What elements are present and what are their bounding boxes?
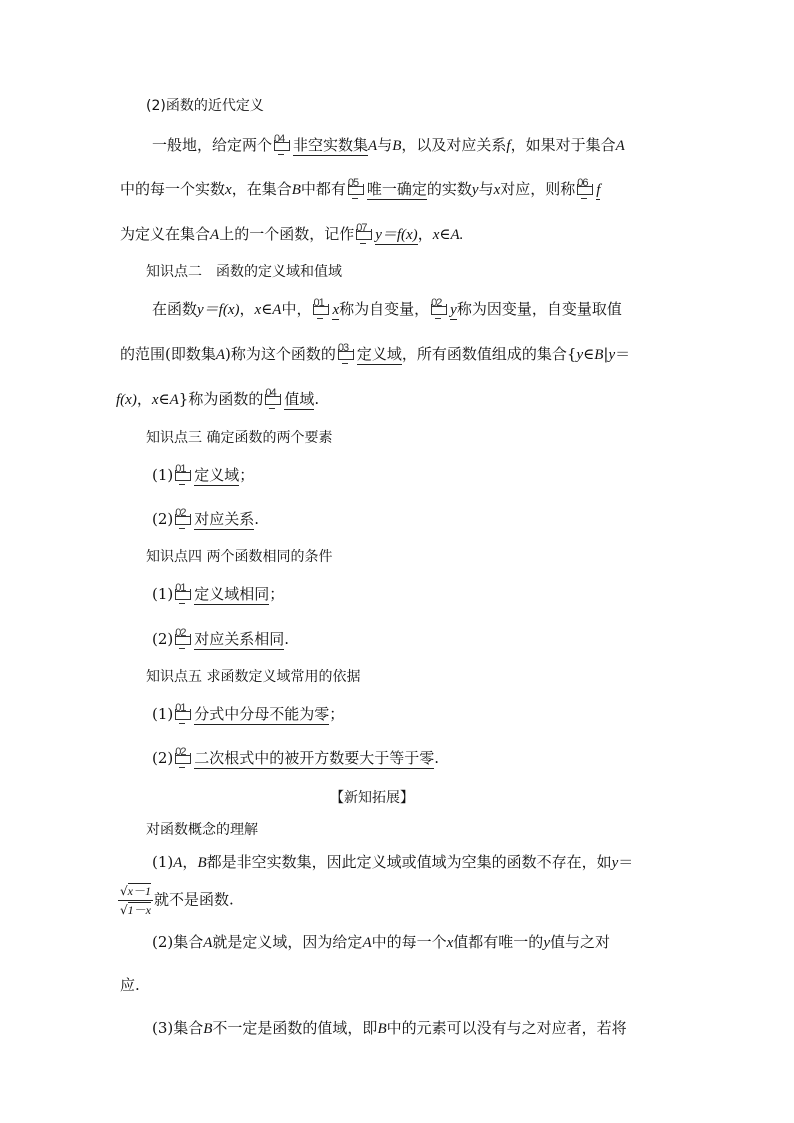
answer-text: 二次根式中的被开方数要大于等于零 [194, 749, 435, 767]
answer-text: 定义域 [194, 466, 240, 484]
answer-text: y＝f(x) [375, 227, 418, 243]
blank-marker-icon: 01 [174, 583, 192, 603]
blank-marker-icon: 06 [576, 178, 594, 198]
blank-marker-icon: 07 [355, 223, 373, 243]
blank-marker-icon: 04 [264, 388, 282, 408]
section-heading: (2)函数的近代定义 [146, 98, 264, 114]
paragraph-line: (2)集合A就是定义域，因为给定A中的每一个x值都有唯一的y值与之对 [152, 933, 610, 951]
paragraph-line: 为定义在集合A上的一个函数，记作 07 y＝f(x)，x∈A. [120, 222, 464, 243]
section-heading-center: 【新知拓展】 [330, 790, 414, 806]
blank-marker-icon: 05 [347, 178, 365, 198]
paragraph-line: $\frac{√x-1}{√1-x}$ 就不是函数. [120, 884, 234, 917]
answer-text: 定义域 [356, 345, 402, 363]
fraction: $\frac{√x-1}{√1-x}$ [120, 884, 151, 917]
section-heading: 知识点五 求函数定义域常用的依据 [146, 669, 361, 685]
section-heading: 知识点二 函数的定义域和值域 [146, 264, 342, 280]
section-heading: 对函数概念的理解 [146, 822, 258, 838]
list-item: (1) 01 定义域； [152, 463, 255, 484]
answer-text: y [450, 302, 457, 318]
blank-marker-icon: 04 [273, 134, 291, 154]
list-item: (2) 02 对应关系相同. [152, 627, 290, 648]
blank-marker-icon: 02 [430, 298, 448, 318]
list-item: (1) 01 分式中分母不能为零； [152, 702, 345, 723]
answer-text: 对应关系相同 [194, 630, 285, 648]
blank-marker-icon: 02 [174, 747, 192, 767]
paragraph-line: f(x)，x∈A}称为函数的 04 值域. [116, 387, 320, 408]
paragraph-line: 的范围(即数集A)称为这个函数的 03 定义域，所有函数值组成的集合{y∈B|y＝ [120, 342, 631, 363]
paragraph-line: (1)A，B都是非空实数集，因此定义域或值域为空集的函数不存在，如y＝ [152, 853, 634, 871]
blank-marker-icon: 02 [174, 628, 192, 648]
paragraph-line: 应. [120, 976, 140, 994]
list-item: (2) 02 二次根式中的被开方数要大于等于零. [152, 746, 440, 767]
blank-marker-icon: 02 [174, 508, 192, 528]
answer-text: 唯一确定 [366, 180, 427, 198]
list-item: (2) 02 对应关系. [152, 507, 260, 528]
paragraph-line: 在函数y＝f(x)，x∈A中， 01 x称为自变量， 02 y称为因变量，自变量取值 [152, 297, 622, 318]
paragraph-line: 一般地，给定两个 04 非空实数集A与B，以及对应关系f，如果对于集合A [152, 133, 625, 154]
blank-marker-icon: 01 [174, 464, 192, 484]
answer-text: 定义域相同 [194, 585, 270, 603]
paragraph-line: 中的每一个实数x，在集合B中都有 05 唯一确定的实数y与x对应，则称 06 f [120, 177, 601, 198]
answer-text: 分式中分母不能为零 [194, 705, 330, 723]
section-heading: 知识点四 两个函数相同的条件 [146, 549, 333, 565]
answer-text: f [596, 182, 601, 198]
blank-marker-icon: 01 [174, 703, 192, 723]
blank-marker-icon: 01 [312, 298, 330, 318]
blank-marker-icon: 03 [337, 343, 355, 363]
answer-text: 值域 [284, 390, 315, 408]
section-heading: 知识点三 确定函数的两个要素 [146, 430, 333, 446]
answer-text: 对应关系 [194, 510, 255, 528]
list-item: (1) 01 定义域相同； [152, 582, 285, 603]
paragraph-line: (3)集合B不一定是函数的值域，即B中的元素可以没有与之对应者，若将 [152, 1019, 627, 1037]
answer-text: 非空实数集 [293, 136, 369, 154]
answer-text: x [332, 302, 340, 318]
